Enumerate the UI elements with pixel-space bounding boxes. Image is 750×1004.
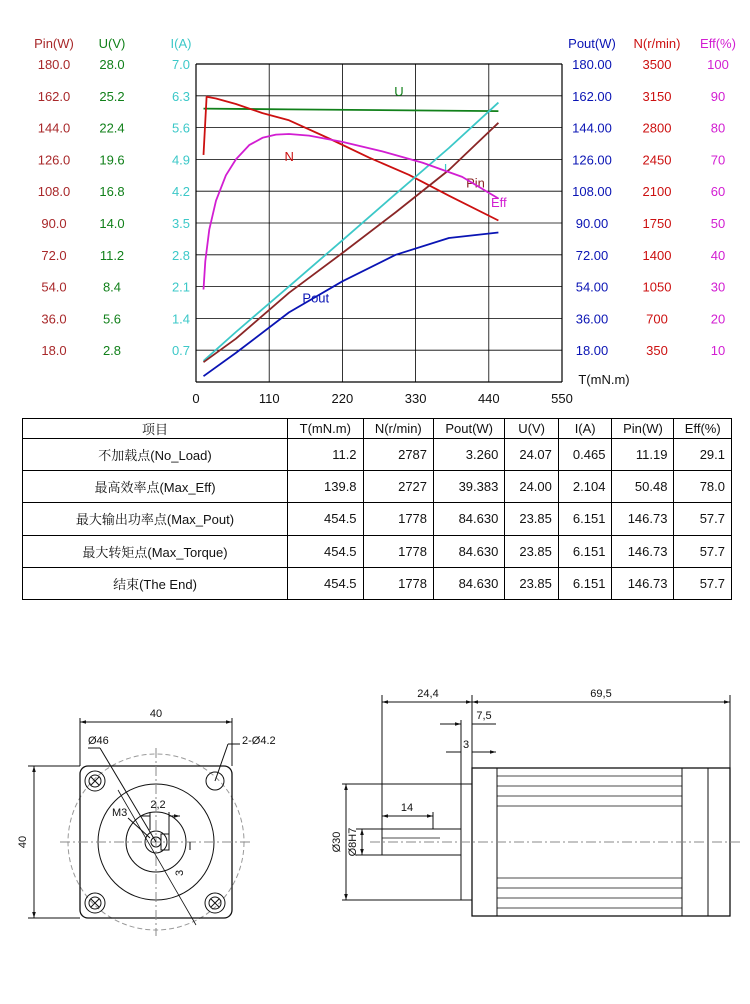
right-axis-title: Eff(%) (700, 36, 736, 51)
table-cell: 2.104 (558, 471, 612, 503)
right-axis-tick: 20 (710, 311, 726, 327)
right-axis-tick: 50 (710, 216, 726, 231)
body-len-label: 69,5 (590, 688, 612, 700)
table-cell: 11.2 (288, 439, 364, 471)
shaft-dia-label: Ø8H7 (347, 827, 359, 857)
table-cell: 最大输出功率点(Max_Pout) (23, 503, 288, 535)
table-cell: 0.465 (558, 439, 612, 471)
shaft-len-label: 14 (400, 802, 414, 814)
left-axis-tick: 14.0 (99, 216, 125, 231)
table-row (23, 535, 732, 567)
holes-label: 2-Ø4.2 (242, 735, 276, 747)
series-line-eff (204, 134, 499, 290)
table-cell: 57.7 (674, 567, 732, 599)
series-label-u: U (394, 83, 404, 99)
pilot-label: 3 (462, 739, 470, 751)
right-axis-tick: 80 (710, 120, 726, 136)
left-axis-tick: 25.2 (99, 88, 125, 104)
front-view (28, 718, 250, 936)
x-axis-tick: 440 (477, 391, 500, 406)
table-cell: 84.630 (434, 567, 505, 599)
table-header-cell: U(V) (505, 419, 559, 439)
series-label-n: N (284, 149, 294, 165)
right-axis-title: Pout(W) (568, 36, 616, 51)
table-cell: 24.00 (505, 471, 559, 503)
table-cell: 454.5 (288, 567, 364, 599)
x-axis-tick: 330 (404, 391, 427, 406)
right-axes (568, 36, 736, 358)
table-row (23, 567, 732, 599)
right-axis-tick: 700 (646, 311, 668, 327)
table-cell: 23.85 (505, 567, 559, 599)
series-line-i (204, 103, 499, 361)
right-axis-tick: 350 (646, 343, 668, 359)
flat-depth-label: 3 (174, 869, 186, 876)
table-cell: 23.85 (505, 535, 559, 567)
table-cell: 29.1 (674, 439, 732, 471)
left-axis-tick: 1.4 (171, 311, 191, 327)
left-axis-tick: 22.4 (99, 120, 125, 136)
table-cell: 3.260 (434, 439, 505, 471)
right-axis-tick: 2100 (642, 184, 672, 200)
series-label-eff: Eff (490, 195, 507, 211)
mount-hole-bottom-left (85, 893, 105, 913)
right-axis-tick: 126.00 (572, 152, 612, 168)
right-axis-tick: 10 (710, 343, 726, 359)
left-axis-tick: 7.0 (171, 57, 191, 72)
table-cell: 最大转矩点(Max_Torque) (23, 535, 288, 567)
table-header-row (23, 419, 732, 439)
left-axis-tick: 0.7 (171, 343, 191, 359)
front-height-label: 40 (17, 835, 29, 849)
left-axis-tick: 4.2 (171, 184, 191, 200)
dimension-drawings (0, 640, 750, 1004)
table-cell: 57.7 (674, 535, 732, 567)
series-line-n (204, 97, 499, 221)
series-label-pout: Pout (302, 290, 330, 306)
mount-hole-top-left (85, 771, 105, 791)
right-axis-tick: 54.00 (575, 279, 609, 295)
table-cell: 1778 (363, 567, 433, 599)
table-cell: 1778 (363, 503, 433, 535)
table-cell: 454.5 (288, 503, 364, 535)
left-axis-tick: 3.5 (171, 216, 191, 231)
table-cell: 146.73 (612, 535, 674, 567)
right-axis-tick: 108.00 (572, 184, 612, 200)
left-axis-tick: 36.0 (41, 311, 67, 327)
right-axis-tick: 2450 (642, 152, 672, 168)
right-axis-tick: 1050 (642, 279, 672, 295)
table-cell: 454.5 (288, 535, 364, 567)
performance-chart (0, 0, 750, 412)
left-axis-tick: 144.0 (37, 120, 71, 136)
right-axis-tick: 36.00 (575, 311, 609, 327)
left-axis-tick: 5.6 (102, 311, 122, 327)
series-label-pin: Pin (466, 175, 485, 191)
x-axis-tick: 220 (331, 391, 354, 406)
x-axis-label: T(mN.m) (578, 372, 630, 387)
table-cell: 结束(The End) (23, 567, 288, 599)
left-axis-tick: 126.0 (37, 152, 71, 168)
right-axis-tick: 1750 (642, 216, 672, 231)
table-cell: 57.7 (674, 503, 732, 535)
left-axis-title: Pin(W) (34, 36, 74, 51)
table-cell: 6.151 (558, 503, 612, 535)
table-cell: 39.383 (434, 471, 505, 503)
front-view-labels (17, 708, 276, 876)
left-axis-tick: 72.0 (41, 247, 67, 263)
series-label-i: I (443, 161, 448, 177)
series-line-pin (204, 123, 499, 362)
table-row (23, 471, 732, 503)
circle-dia-label: Ø46 (88, 735, 109, 747)
table-cell: 50.48 (612, 471, 674, 503)
chart-grid (196, 64, 562, 382)
left-axis-tick: 2.8 (171, 247, 191, 263)
right-axis-tick: 90 (710, 88, 726, 104)
left-axis-tick: 19.6 (99, 152, 125, 168)
left-axis-tick: 54.0 (41, 279, 67, 295)
table-header-cell: Pout(W) (434, 419, 505, 439)
table-row (23, 439, 732, 471)
right-axis-tick: 40 (710, 247, 726, 263)
left-axis-title: I(A) (170, 36, 192, 51)
x-axis (192, 372, 629, 406)
performance-table (22, 418, 732, 600)
table-header-cell: T(mN.m) (288, 419, 364, 439)
table-cell: 78.0 (674, 471, 732, 503)
right-axis-tick: 180.00 (572, 57, 612, 72)
table-cell: 139.8 (288, 471, 364, 503)
x-axis-tick: 550 (551, 391, 573, 406)
table-header-cell: Eff(%) (674, 419, 732, 439)
mount-hole-bottom-right (205, 893, 225, 913)
left-axis-tick: 11.2 (99, 247, 125, 263)
table-body (23, 439, 732, 600)
table-cell: 1778 (363, 535, 433, 567)
left-axis-tick: 5.6 (171, 120, 191, 136)
right-axis-tick: 18.00 (575, 343, 609, 359)
left-axis-tick: 180.0 (37, 57, 71, 72)
table-cell: 84.630 (434, 503, 505, 535)
table-header-cell: Pin(W) (612, 419, 674, 439)
table-cell: 11.19 (612, 439, 674, 471)
table-cell: 84.630 (434, 535, 505, 567)
left-axis-tick: 18.0 (41, 343, 67, 359)
left-axis-tick: 162.0 (37, 88, 71, 104)
table-cell: 最高效率点(Max_Eff) (23, 471, 288, 503)
left-axis-tick: 6.3 (171, 88, 191, 104)
left-axes (34, 36, 191, 358)
left-axis-tick: 8.4 (102, 279, 122, 295)
right-axis-tick: 162.00 (572, 88, 612, 104)
left-axis-tick: 16.8 (99, 184, 125, 200)
right-axis-tick: 70 (710, 152, 726, 168)
right-axis-title: N(r/min) (633, 36, 681, 51)
table-cell: 146.73 (612, 567, 674, 599)
table-header-cell: I(A) (558, 419, 612, 439)
flat-dim-label: 2,2 (150, 799, 166, 811)
right-axis-tick: 60 (710, 184, 726, 200)
table-cell: 23.85 (505, 503, 559, 535)
x-axis-tick: 0 (192, 391, 200, 406)
table-row (23, 503, 732, 535)
right-axis-tick: 30 (710, 279, 726, 295)
left-axis-tick: 2.1 (171, 279, 191, 295)
right-axis-tick: 144.00 (572, 120, 612, 136)
right-axis-tick: 3500 (642, 57, 672, 72)
right-axis-tick: 3150 (642, 88, 672, 104)
table-cell: 2727 (363, 471, 433, 503)
left-axis-title: U(V) (98, 36, 126, 51)
table-header-cell: 项目 (23, 419, 288, 439)
table-cell: 146.73 (612, 503, 674, 535)
table-cell: 6.151 (558, 535, 612, 567)
flange-len-label: 24,4 (417, 688, 439, 700)
step-label: 7,5 (476, 710, 492, 722)
right-axis-tick: 90.00 (575, 216, 609, 231)
left-axis-tick: 108.0 (37, 184, 71, 200)
left-axis-tick: 2.8 (102, 343, 122, 359)
table-header-cell: N(r/min) (363, 419, 433, 439)
left-axis-tick: 28.0 (99, 57, 125, 72)
table-cell: 6.151 (558, 567, 612, 599)
right-axis-tick: 100 (707, 57, 729, 72)
table-cell: 24.07 (505, 439, 559, 471)
right-axis-tick: 72.00 (575, 247, 609, 263)
right-axis-tick: 2800 (642, 120, 672, 136)
left-axis-tick: 90.0 (41, 216, 67, 231)
right-axis-tick: 1400 (642, 247, 672, 263)
pilot-dia-label: Ø30 (331, 831, 343, 853)
table-cell: 不加载点(No_Load) (23, 439, 288, 471)
table-cell: 2787 (363, 439, 433, 471)
x-axis-tick: 110 (258, 391, 280, 406)
thread-label: M3 (112, 807, 128, 819)
left-axis-tick: 4.9 (171, 152, 191, 168)
front-width-label: 40 (149, 708, 163, 720)
series-line-pout (204, 233, 499, 377)
